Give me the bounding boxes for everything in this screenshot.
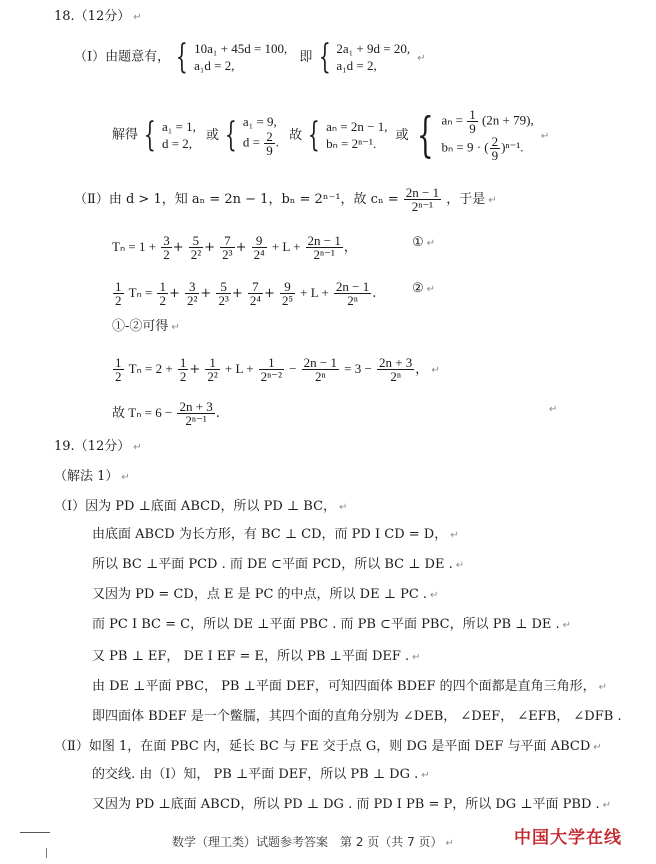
q18-eq4: 故 Tₙ = 6 − $\frac{2n + 3}{\text{2ⁿ⁻¹}}$ . xyxy=(112,399,220,428)
q19-line-7: 由 DE ⊥平面 PBC， PB ⊥平面 DEF，可知四面体 BDEF 的四个面都是直角三角形， ↵ xyxy=(92,679,608,694)
q19-line-3: 所以 BC ⊥平面 PCD . 而 DE ⊂平面 PCD，所以 BC ⊥ DE . ↵ xyxy=(92,557,465,572)
q19-header: 19.（12分） ↵ xyxy=(54,439,142,454)
eq2-marker: ② ↵ xyxy=(412,281,436,296)
q18-eq1: Tₙ = 1 + $\frac{3}{2}$ + $\frac{5}{\text{2²}}$ + $\frac{7}{\text{2³}}$ + $\frac{9}{\text{2⁴}}$ + L + $\frac{2n - 1}{\text{2ⁿ⁻¹}}$ ， xyxy=(112,233,357,262)
q19-line-6: 又 PB ⊥ EF， DE I EF = E，所以 PB ⊥平面 DEF . ↵ xyxy=(92,649,421,664)
q19-line-11: 又因为 PD ⊥底面 ABCD，所以 PD ⊥ DG . 而 PD I PB = P，所以 DG ⊥平面 PBD . ↵ xyxy=(92,797,612,812)
footer-rule xyxy=(20,832,50,833)
q18-solutions-line: 解得 { a₁ = 1, d = 2, 或 { a₁ = 9, d = $\frac{2}{9}$ . 故 { aₙ = 2n − 1, bₙ = 2ⁿ⁻¹. 或 { aₙ = $\frac{1}{9}$ (2n + 79), bₙ = 9 · ( $\frac{2}{9}$ )ⁿ⁻¹. ↵ xyxy=(112,107,550,163)
q18-solution-1: a₁ = 1, d = 2, xyxy=(161,119,196,151)
q19-line-1: （Ⅰ）因为 PD ⊥底面 ABCD，所以 PD ⊥ BC， ↵ xyxy=(54,499,348,514)
q18-eq2: $\frac{1}{2}$ Tₙ = $\frac{1}{2}$ + $\frac{3}{\text{2²}}$ + $\frac{5}{\text{2³}}$ + $\frac{7}{\text{2⁴}}$ + $\frac{9}{\text{2⁵}}$ + L + $\frac{2n - 1}{\text{2ⁿ}}$ . xyxy=(115,279,377,308)
q19-line-9: （Ⅱ）如图 1，在面 PBC 内，延长 BC 与 FE 交于点 G，则 DG 是平面 DEF 与平面 ABCD ↵ xyxy=(54,739,602,754)
q18-header: 18.（12分） ↵ xyxy=(54,9,142,24)
q19-line-5: 而 PC I BC = C，所以 DE ⊥平面 PBC . 而 PB ⊂平面 PBC，所以 PB ⊥ DE . ↵ xyxy=(92,617,572,632)
q19-line-4: 又因为 PD = CD，点 E 是 PC 的中点，所以 DE ⊥ PC . ↵ xyxy=(92,587,439,602)
page-footer: 数学（理工类）试题参考答案 第 2 页（共 7 页） ↵ xyxy=(172,835,454,849)
margin-tick xyxy=(46,848,47,858)
q18-solution-3: aₙ = 2n − 1, bₙ = 2ⁿ⁻¹. xyxy=(326,119,388,151)
q18-part1-label: （Ⅰ）由题意有， xyxy=(74,49,171,65)
q19-line-8: 即四面体 BDEF 是一个鳖臑，其四个面的直角分别为 ∠DEB， ∠DEF， ∠EFB， ∠DFB . xyxy=(92,709,622,724)
q18-subtract-text: ①-②可得 ↵ xyxy=(112,319,180,334)
eq1-marker: ① ↵ xyxy=(412,235,436,250)
watermark-logo: 中国大学在线 xyxy=(514,828,622,848)
q18-solution-4: aₙ = $\frac{1}{9}$ (2n + 79), bₙ = 9 · ( $\frac{2}{9}$ )ⁿ⁻¹. xyxy=(441,107,534,163)
q19-method: （解法 1） ↵ xyxy=(54,469,130,484)
q19-line-2: 由底面 ABCD 为长方形，有 BC ⊥ CD，而 PD I CD = D， ↵ xyxy=(92,527,459,542)
q18-part1-line: （Ⅰ）由题意有， { 10a₁ + 45d = 100, a₁d = 2, 即 { 2a₁ + 9d = 20, a₁d = 2, ↵ xyxy=(74,37,426,77)
q18-eq3: $\frac{1}{2}$ Tₙ = 2 + $\frac{1}{2}$ + $\frac{1}{\text{2²}}$ + L + $\frac{1}{\text{2ⁿ⁻²}}$ − $\frac{2n - 1}{\text{2ⁿ}}$ = 3 − $\frac{2n + 3}{\text{2ⁿ}}$ ， ↵ xyxy=(115,355,440,384)
q18-system-1: 10a₁ + 45d = 100, a₁d = 2, xyxy=(194,41,288,73)
return-mark: ↵ xyxy=(549,404,558,415)
q18-part2-line: （Ⅱ）由 d > 1，知 aₙ = 2n − 1，bₙ = 2ⁿ⁻¹，故 cₙ = $\frac{2n - 1}{\text{2ⁿ⁻¹}}$ ，于是 ↵ xyxy=(74,185,497,214)
q18-system-2: 2a₁ + 9d = 20, a₁d = 2, xyxy=(336,41,411,73)
q19-line-10: 的交线. 由（Ⅰ）知， PB ⊥平面 DEF，所以 PB ⊥ DG . ↵ xyxy=(92,767,430,782)
q18-solution-2: a₁ = 9, d = $\frac{2}{9}$ . xyxy=(242,114,279,158)
